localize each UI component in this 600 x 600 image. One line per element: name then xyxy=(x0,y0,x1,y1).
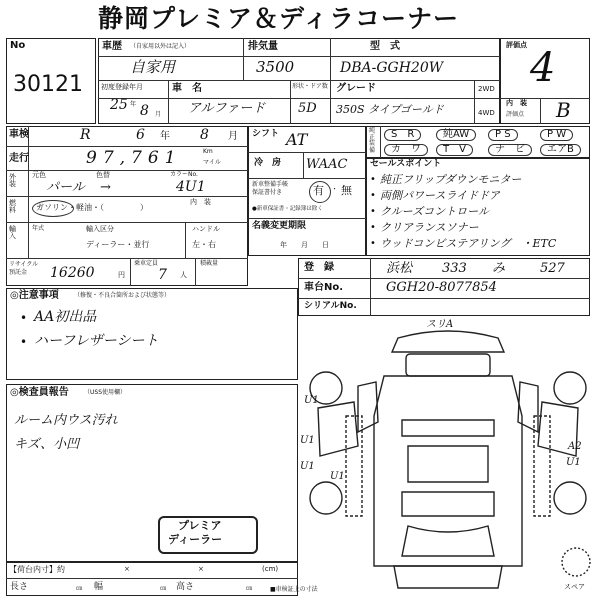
diagram-mark-right-2: U1 xyxy=(566,457,581,468)
door-shape-value: 5D xyxy=(298,101,317,116)
registration-label: 登 録 xyxy=(304,262,334,273)
door-shape-label: 形状・ドア数 xyxy=(292,83,328,90)
chassis-label: 車台No. xyxy=(304,282,344,293)
color-arrow: → xyxy=(100,180,111,195)
color-number-value: 4U1 xyxy=(176,179,206,195)
sales-points-label: セールスポイント xyxy=(370,159,442,169)
fuel-options: ガソリン・軽油・（ xyxy=(36,203,104,212)
reg-year-unit: 年 xyxy=(130,101,137,108)
import-year-label: 年式 xyxy=(32,225,45,232)
recycle-value: 16260 xyxy=(50,265,95,281)
note-item: ハーフレザーシート xyxy=(34,333,159,349)
reg-month-unit: 月 xyxy=(155,111,162,118)
registration-class: 333 xyxy=(442,261,467,276)
drive-2wd: 2WD xyxy=(478,85,495,93)
sales-point-item: 純正フリップダウンモニター xyxy=(380,173,522,186)
sales-point-item: クリアランスソナー xyxy=(380,221,479,234)
car-diagram xyxy=(298,316,598,600)
interior-score-label: 評価点 xyxy=(506,111,525,118)
chassis-value: GGH20-8077854 xyxy=(386,280,497,295)
interior-label: 内 装 xyxy=(506,99,527,107)
mileage-label: 走行 xyxy=(9,153,29,164)
equipment-label: 純正装備 xyxy=(369,127,376,154)
lot-label: No xyxy=(10,40,26,51)
interior-score-value: B xyxy=(556,98,571,122)
displacement-label: 排気量 xyxy=(248,41,278,52)
import-type-label: 輸入区分 xyxy=(86,225,114,233)
registration-place: 浜松 xyxy=(386,261,413,276)
registration-kana: み xyxy=(492,261,506,276)
sales-point-bullet-icon: • xyxy=(370,206,376,217)
sales-point-item: クルーズコントロール xyxy=(380,205,489,218)
shift-value: AT xyxy=(286,130,308,149)
diagram-mark-left-1: U1 xyxy=(304,395,319,406)
height-label: 高さ xyxy=(176,582,195,592)
recycle-yen: 円 xyxy=(118,271,125,279)
name-change-units: 年 月 日 xyxy=(280,241,329,249)
width-cm: ㎝ xyxy=(160,585,167,592)
color-change-label: 色替 xyxy=(96,171,110,179)
notes-sub: （修復・不良合箇所および状態等） xyxy=(74,292,171,299)
manual-label: 新車整備手帳 保証書付き xyxy=(252,181,289,197)
km-unit: Km xyxy=(203,148,213,155)
capacity-label: 乗車定員 xyxy=(134,260,159,267)
inspection-year: 6 xyxy=(136,127,145,143)
inspector-line-2: キズ、小凹 xyxy=(14,437,80,452)
equipment-item-navi: ナ ビ xyxy=(488,144,532,156)
model-type-label: 型 式 xyxy=(370,41,400,52)
inspection-label: 車検 xyxy=(9,129,29,140)
equipment-item-aw: 純AW xyxy=(436,129,476,141)
sales-point-bullet-icon: • xyxy=(370,222,376,233)
diagram-mark-left-4: U1 xyxy=(330,471,345,482)
spare-label: スペア xyxy=(564,583,585,591)
model-type-value: DBA-GGH20W xyxy=(340,60,444,76)
handle-choice: 左・右 xyxy=(192,240,216,249)
length-label: 長さ xyxy=(10,582,29,592)
note-bullet-icon: • xyxy=(20,311,28,325)
sales-point-bullet-icon: • xyxy=(370,190,376,201)
diagram-mark-front: スリA xyxy=(426,319,454,330)
sales-point-item: 両側パワースライドドア xyxy=(380,189,500,202)
serial-label: シリアルNo. xyxy=(304,301,357,311)
diagram-mark-left-2: U1 xyxy=(300,435,315,446)
displacement-value: 3500 xyxy=(256,58,295,76)
registration-number: 527 xyxy=(540,261,565,276)
reg-month-value: 8 xyxy=(140,103,149,119)
inspection-month: 8 xyxy=(200,127,209,143)
interior-color-label: 内 装 xyxy=(190,198,211,206)
cargo-label: 【荷台内寸】約 xyxy=(9,565,65,574)
inspection-year-unit: 年 xyxy=(160,131,170,142)
diagram-mark-left-3: U1 xyxy=(300,461,315,472)
equipment-item-ps: P S xyxy=(488,129,518,141)
mileage-value: 97,761 xyxy=(86,148,182,168)
capacity-value: 7 xyxy=(158,267,167,283)
import-label: 輸入 xyxy=(9,225,16,240)
sales-point-bullet-icon: • xyxy=(370,238,376,249)
capacity-unit: 人 xyxy=(180,271,187,279)
car-history-value: 自家用 xyxy=(130,58,176,76)
mile-unit: マイル xyxy=(203,159,221,166)
car-history-note: （自家用以外は記入） xyxy=(130,43,191,50)
cargo-cm: (cm) xyxy=(262,565,279,573)
lot-number: 30121 xyxy=(13,72,83,97)
inspection-month-unit: 月 xyxy=(228,131,238,142)
inspector-label: ◎検査員報告 xyxy=(10,387,69,398)
height-cm: ㎝ xyxy=(246,585,253,592)
score-value: 4 xyxy=(530,45,556,91)
fuel-label: 燃料 xyxy=(9,199,16,214)
inspector-line-1: ルーム内ウス汚れ xyxy=(14,413,118,428)
equipment-item-pw: P W xyxy=(540,129,573,141)
stamp-line-1: プレミア xyxy=(178,519,222,532)
reg-year-value: 25 xyxy=(110,97,128,113)
diagram-mark-right-1: A2 xyxy=(568,441,582,452)
equipment-item-airbag: エアB xyxy=(540,144,581,156)
manual-yes: 有 xyxy=(313,184,324,197)
manual-sep: ・ xyxy=(331,185,338,193)
handle-label: ハンドル xyxy=(192,225,220,233)
spec-note: ■車検証上の寸法 xyxy=(270,586,318,593)
notes-label: ◎注意事項 xyxy=(10,290,59,301)
aircon-label: 冷 房 xyxy=(254,158,282,168)
color-value: パール xyxy=(46,180,85,195)
name-change-label: 名義変更期限 xyxy=(252,221,307,231)
equipment-item-sr: S R xyxy=(384,129,421,141)
grade-value: 350S タイプゴールド xyxy=(336,103,444,116)
cargo-x-2: × xyxy=(198,565,204,573)
width-label: 幅 xyxy=(94,582,104,592)
sales-point-item: ウッドコンビステアリング ・ETC xyxy=(380,237,557,250)
grade-label: グレード xyxy=(336,83,376,94)
aircon-value: WAAC xyxy=(306,157,348,172)
page-title: 静岡プレミア＆ディラコーナー xyxy=(98,4,460,33)
inspector-sub: （USS使用欄） xyxy=(84,389,127,396)
cargo-x-1: × xyxy=(124,565,130,573)
car-history-label: 車歴 xyxy=(102,41,122,52)
recycle-label: リサイクル 預託金 xyxy=(9,261,39,276)
equipment-item-cassette: カ ワ xyxy=(384,144,428,156)
length-cm: ㎝ xyxy=(76,585,83,592)
car-name-label: 車 名 xyxy=(172,83,202,94)
load-label: 積載量 xyxy=(200,260,219,267)
car-name-value: アルファード xyxy=(188,101,266,116)
first-reg-label: 初度登録年月 xyxy=(101,83,143,91)
sales-point-bullet-icon: • xyxy=(370,174,376,185)
import-choice: ディーラー・並行 xyxy=(86,240,150,249)
equipment-item-tv: T V xyxy=(436,144,473,156)
fuel-close: ） xyxy=(140,203,148,212)
inspection-r: R xyxy=(80,127,91,143)
note-item: AA初出品 xyxy=(34,309,97,325)
score-label: 評価点 xyxy=(506,41,527,49)
drive-4wd: 4WD xyxy=(478,109,495,117)
color-label: 元色 xyxy=(32,171,46,179)
note-bullet-icon: • xyxy=(20,335,28,349)
stamp-line-2: ディーラー xyxy=(168,533,223,546)
color-number-label: カラーNo. xyxy=(170,171,198,178)
manual-note: ●新車保証書・記録簿は除く xyxy=(252,206,323,212)
shift-label: シフト xyxy=(252,129,280,139)
exterior-label: 外装 xyxy=(9,173,16,188)
manual-no: 無 xyxy=(341,184,352,197)
